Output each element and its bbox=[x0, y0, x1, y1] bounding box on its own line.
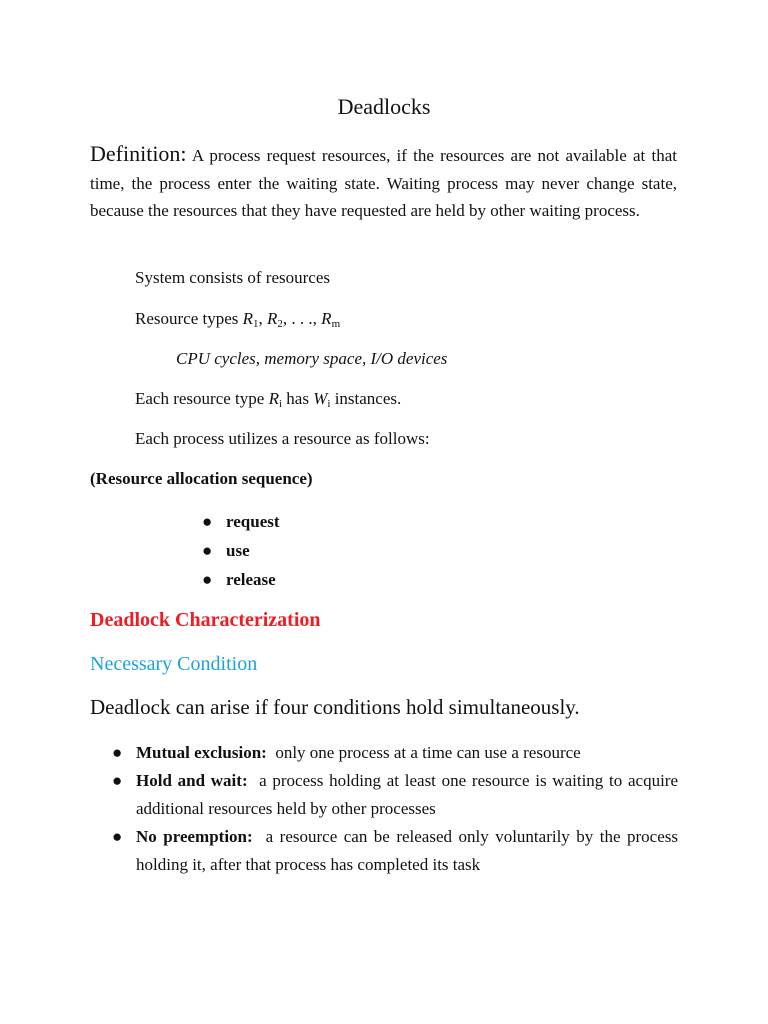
bullet-icon: ● bbox=[202, 570, 213, 589]
condition-term: Mutual exclusion: bbox=[136, 743, 267, 762]
bullet-icon: ● bbox=[202, 512, 213, 531]
condition-text: a resource can be released only voluntarily by the process holding it, after that process has completed its task bbox=[136, 827, 679, 874]
resource-sep-1: , bbox=[258, 309, 268, 328]
instances-var-w: W bbox=[313, 389, 328, 408]
resource-sub-2: 2 bbox=[277, 318, 283, 330]
instances-prefix: Each resource type bbox=[135, 389, 269, 408]
page-title: Deadlocks bbox=[337, 94, 431, 119]
definition-term: Definition: bbox=[90, 141, 187, 166]
utilizes-line: Each process utilizes a resource as follows: bbox=[135, 429, 430, 448]
resource-sep-2: , . . ., bbox=[282, 309, 322, 328]
bullet-icon: ● bbox=[202, 541, 213, 560]
condition-text: only one process at a time can use a resource bbox=[275, 743, 581, 762]
conditions-intro: Deadlock can arise if four conditions hold simultaneously. bbox=[90, 695, 580, 719]
allocation-list bbox=[200, 507, 280, 594]
definition-text: A process request resources, if the resources are not available at that time, the process enter the waiting state. Waiting process may never change state, because the resources that they have requested are held by other waiting process. bbox=[90, 146, 677, 221]
list-item bbox=[112, 739, 678, 767]
definition-paragraph bbox=[90, 140, 677, 225]
necessary-condition-heading: Necessary Condition bbox=[90, 653, 258, 675]
allocation-step: request bbox=[226, 512, 280, 531]
resource-sub-1: 1 bbox=[253, 318, 259, 330]
system-line: System consists of resources bbox=[135, 268, 331, 287]
resource-var-r1: R bbox=[242, 309, 254, 328]
instances-sub-w: i bbox=[327, 398, 331, 410]
bullet-icon: ● bbox=[112, 771, 123, 790]
bullet-icon: ● bbox=[112, 827, 123, 846]
instances-sub-r: i bbox=[278, 398, 283, 410]
allocation-step: use bbox=[226, 541, 250, 560]
resource-types-prefix: Resource types bbox=[135, 309, 243, 328]
resource-var-rm: R bbox=[321, 309, 332, 328]
condition-term: Hold and wait: bbox=[136, 771, 248, 790]
bullet-icon: ● bbox=[112, 743, 123, 762]
conditions-list bbox=[112, 739, 678, 879]
instances-line bbox=[135, 387, 401, 416]
allocation-step: release bbox=[226, 570, 276, 589]
instances-var-r: R bbox=[268, 389, 279, 408]
instances-suffix: instances. bbox=[330, 389, 402, 408]
condition-term: No preemption: bbox=[136, 827, 253, 846]
resource-types-line bbox=[135, 307, 340, 336]
list-item bbox=[112, 823, 678, 879]
instances-mid: has bbox=[282, 389, 314, 408]
resource-sub-m: m bbox=[331, 318, 341, 330]
list-item bbox=[200, 507, 280, 536]
allocation-heading: (Resource allocation sequence) bbox=[90, 469, 313, 488]
list-item bbox=[112, 767, 678, 823]
resource-var-r2: R bbox=[267, 309, 278, 328]
condition-text: a process holding at least one resource is waiting to acquire additional resources held by other processes bbox=[136, 771, 679, 818]
characterization-heading: Deadlock Characterization bbox=[90, 609, 321, 631]
list-item bbox=[200, 536, 280, 565]
list-item bbox=[200, 565, 280, 594]
resource-examples-line: CPU cycles, memory space, I/O devices bbox=[176, 349, 448, 368]
